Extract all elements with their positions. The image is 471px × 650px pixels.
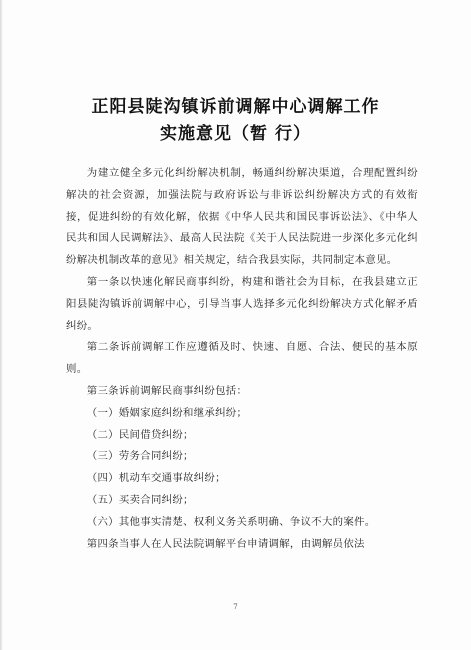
list-item: （二）民间借贷纠纷； [86, 428, 194, 441]
paragraph-intro: 为建立健全多元化纠纷解决机制，畅通纠纷解决渠道，合理配置纠纷解决的社会资源，加强法院与政府诉讼与非诉讼纠纷解决方式的有效衔接，促进纠纷的有效化解，依据《中华人民共和国民事诉讼法》、《中华人民共和国人民调解法》、最高人民法院《关于人民法院进一步深化多元化纠纷解决机制改革的意见》相关规定，结合我县实际，共同制定本意见。 [66, 167, 418, 267]
page-number: 7 [233, 603, 238, 611]
list-item: （三）劳务合同纠纷； [86, 450, 194, 463]
list-item: （五）买卖合同纠纷； [86, 493, 194, 506]
document-title-line-2: 实施意见（暂 行） [160, 124, 311, 144]
document-title-line-1: 正阳县陡沟镇诉前调解中心调解工作 [91, 97, 380, 117]
paragraph-article-4: 第四条当事人在人民法院调解平台申请调解，由调解员依法 [86, 537, 365, 550]
document-body [66, 163, 418, 555]
list-item: （六）其他事实清楚、权利义务关系明确、争议不大的案件。 [86, 515, 376, 528]
list-item: （四）机动车交通事故纠纷； [86, 472, 226, 485]
paragraph-article-2: 第二条诉前调解工作应遵循及时、快速、自愿、合法、便民的基本原则。 [66, 341, 418, 376]
list-item: （一）婚姻家庭纠纷和继承纠纷； [86, 406, 248, 419]
paragraph-article-3: 第三条诉前调解民商事纠纷包括： [86, 384, 248, 397]
paragraph-article-1: 第一条以快速化解民商事纠纷，构建和谐社会为目标，在我县建立正阳县陡沟镇诉前调解中心，引导当事人选择多元化纠纷解决方式化解矛盾纠纷。 [66, 275, 418, 332]
